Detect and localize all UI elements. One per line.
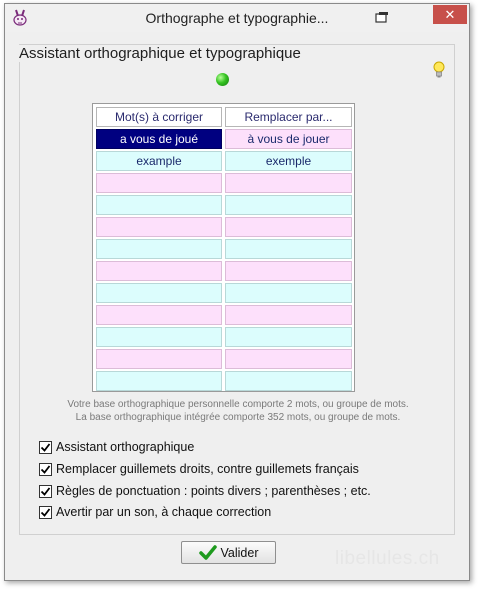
checkbox-checked[interactable] <box>39 463 52 476</box>
table-cell-to-correct[interactable] <box>96 349 222 369</box>
table-cell-replace-with[interactable] <box>225 283 352 303</box>
table-cell-replace-with[interactable] <box>225 327 352 347</box>
table-cell-to-correct[interactable] <box>96 239 222 259</box>
lightbulb-icon[interactable] <box>432 61 446 79</box>
option-label: Règles de ponctuation : points divers ; parenthèses ; etc. <box>56 484 371 498</box>
option-label: Remplacer guillemets droits, contre guillemets français <box>56 462 359 476</box>
option-spell-assistant[interactable] <box>39 438 194 456</box>
table-cell-replace-with[interactable] <box>225 173 352 193</box>
checkmark-icon <box>40 464 51 475</box>
table-cell-to-correct[interactable] <box>96 195 222 215</box>
option-replace-quotes[interactable] <box>39 460 359 478</box>
table-cell-to-correct[interactable]: example <box>96 151 222 171</box>
builtin-base-info: La base orthographique intégrée comporte 352 mots, ou groupe de mots. <box>75 412 401 423</box>
table-cell-to-correct[interactable]: a vous de joué <box>96 129 222 149</box>
dialog-window <box>4 3 470 581</box>
pin-window-icon[interactable] <box>375 11 389 24</box>
checkmark-icon <box>199 545 217 561</box>
checkmark-icon <box>40 486 51 497</box>
option-sound-alert[interactable] <box>39 503 271 521</box>
table-cell-replace-with[interactable] <box>225 349 352 369</box>
table-cell-to-correct[interactable] <box>96 173 222 193</box>
table-cell-replace-with[interactable] <box>225 305 352 325</box>
table-cell-to-correct[interactable] <box>96 371 222 391</box>
corrections-table <box>92 103 355 392</box>
window-title: Orthographe et typographie... <box>145 10 329 26</box>
personal-base-info: Votre base orthographique personnelle comporte 2 mots, ou groupe de mots. <box>67 399 409 410</box>
table-cell-to-correct[interactable] <box>96 283 222 303</box>
table-cell-to-correct[interactable] <box>96 327 222 347</box>
column-header-to-correct[interactable]: Mot(s) à corriger <box>96 107 222 127</box>
table-cell-to-correct[interactable] <box>96 217 222 237</box>
table-cell-replace-with[interactable] <box>225 261 352 281</box>
group-title: Assistant orthographique et typographique <box>19 45 301 62</box>
close-button[interactable] <box>433 5 467 24</box>
table-cell-replace-with[interactable] <box>225 217 352 237</box>
table-cell-replace-with[interactable] <box>225 195 352 215</box>
option-label: Assistant orthographique <box>56 440 195 454</box>
validate-label: Valider <box>220 545 259 560</box>
status-led-icon <box>216 73 229 86</box>
table-cell-replace-with[interactable]: exemple <box>225 151 352 171</box>
option-label: Avertir par un son, à chaque correction <box>56 505 272 519</box>
close-icon: ✕ <box>444 7 456 22</box>
rabbit-icon[interactable] <box>11 9 29 27</box>
table-cell-to-correct[interactable] <box>96 261 222 281</box>
column-header-replace-with[interactable]: Remplacer par... <box>225 107 352 127</box>
table-cell-to-correct[interactable] <box>96 305 222 325</box>
watermark-text: libellules.ch <box>335 548 440 569</box>
title-bar[interactable] <box>5 4 469 32</box>
checkbox-checked[interactable] <box>39 441 52 454</box>
table-cell-replace-with[interactable] <box>225 371 352 391</box>
table-cell-replace-with[interactable]: à vous de jouer <box>225 129 352 149</box>
checkbox-checked[interactable] <box>39 485 52 498</box>
checkbox-checked[interactable] <box>39 506 52 519</box>
checkmark-icon <box>40 507 51 518</box>
checkmark-icon <box>40 442 51 453</box>
option-punctuation-rules[interactable] <box>39 482 371 500</box>
validate-button[interactable] <box>181 541 276 564</box>
table-cell-replace-with[interactable] <box>225 239 352 259</box>
